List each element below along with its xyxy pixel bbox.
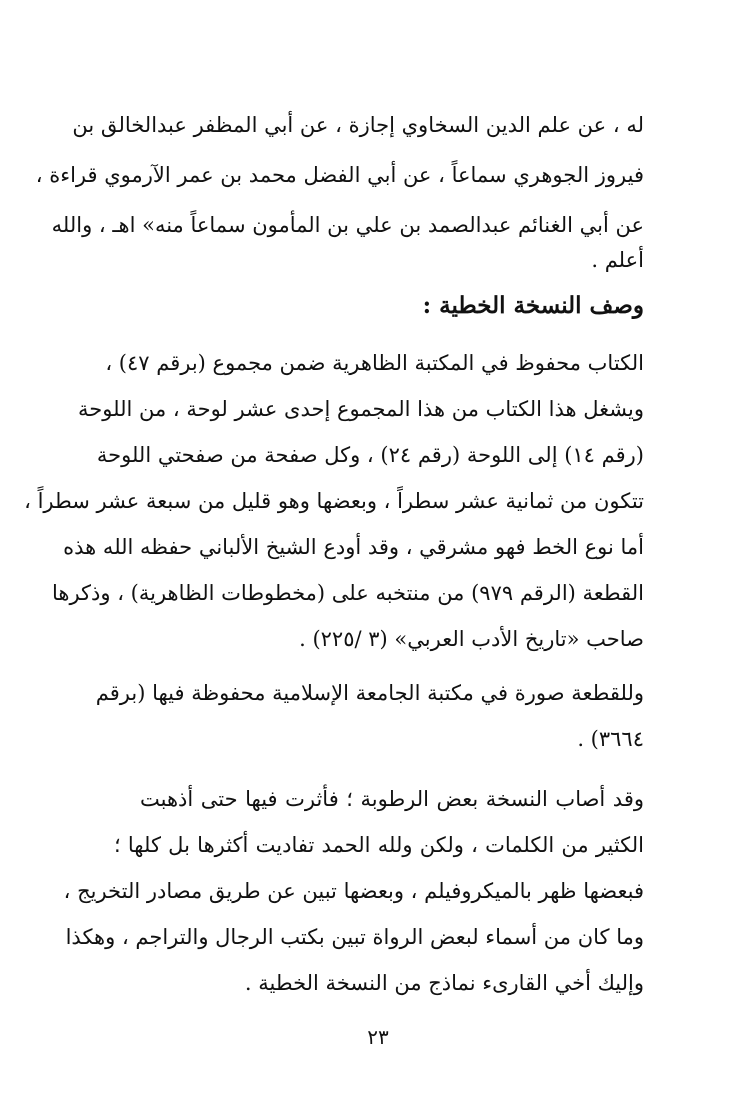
text-line: ويشغل هذا الكتاب من هذا المجموع إحدى عشر لوحة ، من اللوحة xyxy=(78,397,644,421)
text-line: وإليك أخي القارىء نماذج من النسخة الخطية . xyxy=(244,971,644,995)
text-line: القطعة (الرقم ٩٧٩) من منتخبه على (مخطوطات الظاهرية) ، وذكرها xyxy=(51,581,644,605)
text-line: وقد أصاب النسخة بعض الرطوبة ؛ فأثرت فيها حتى أذهبت xyxy=(140,787,644,811)
text-line: (رقم ١٤) إلى اللوحة (رقم ٢٤) ، وكل صفحة من صفحتي اللوحة xyxy=(96,443,644,467)
text-line: تتكون من ثمانية عشر سطراً ، وبعضها وهو قليل من سبعة عشر سطراً ، xyxy=(24,489,644,513)
text-line: أعلم . xyxy=(591,248,644,272)
text-line: ٣٦٦٤) . xyxy=(577,727,644,751)
text-line: فبعضها ظهر بالميكروفيلم ، وبعضها تبين عن طريق مصادر التخريج ، xyxy=(63,879,644,903)
text-line: الكتاب محفوظ في المكتبة الظاهرية ضمن مجموع (برقم ٤٧) ، xyxy=(105,351,644,375)
text-line: له ، عن علم الدين السخاوي إجازة ، عن أبي المظفر عبدالخالق بن xyxy=(72,113,644,137)
text-line: صاحب «تاريخ الأدب العربي» (٣ /٢٢٥) . xyxy=(299,627,644,651)
text-line: عن أبي الغنائم عبدالصمد بن علي بن المأمون سماعاً منه» اهـ ، والله xyxy=(51,213,644,237)
page-number: ٢٣ xyxy=(367,1025,389,1049)
text-line: فيروز الجوهري سماعاً ، عن أبي الفضل محمد بن عمر الآرموي قراءة ، xyxy=(35,163,644,187)
section-heading: وصف النسخة الخطية : xyxy=(422,292,644,319)
text-line: وما كان من أسماء لبعض الرواة تبين بكتب الرجال والتراجم ، وهكذا xyxy=(65,925,644,949)
text-line: الكثير من الكلمات ، ولكن ولله الحمد تفاديت أكثرها بل كلها ؛ xyxy=(114,833,644,857)
text-line: وللقطعة صورة في مكتبة الجامعة الإسلامية محفوظة فيها (برقم xyxy=(95,681,644,705)
text-line: أما نوع الخط فهو مشرقي ، وقد أودع الشيخ الألباني حفظه الله هذه xyxy=(63,535,644,559)
